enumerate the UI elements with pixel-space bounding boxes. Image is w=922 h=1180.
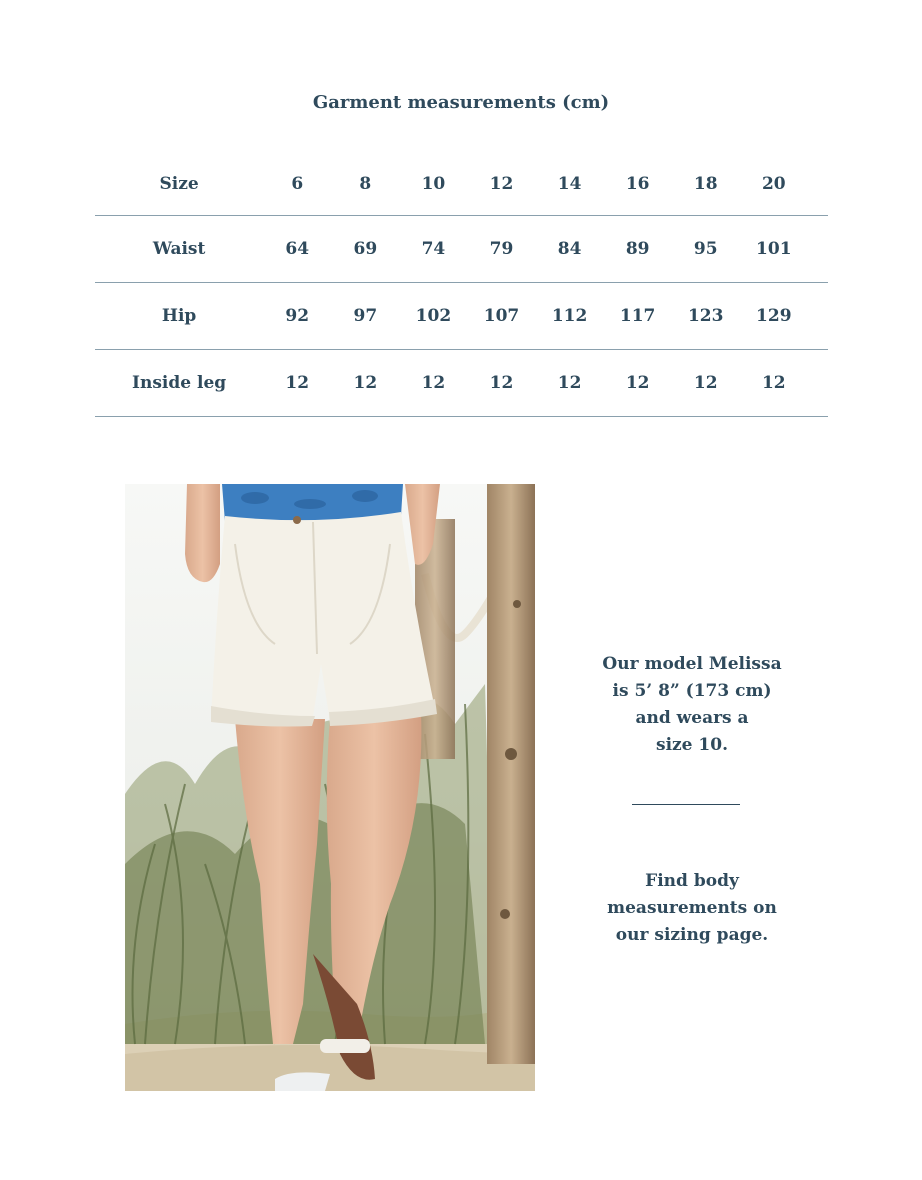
table-cell: 101 [756, 239, 792, 259]
table-cell: 74 [421, 239, 446, 259]
header-label: Size [159, 173, 199, 194]
table-cell: 95 [693, 239, 718, 259]
table-cell: 12 [489, 373, 514, 393]
table-cell: 112 [551, 306, 588, 326]
table-cell: 123 [687, 306, 724, 326]
table-cell: 12 [353, 373, 378, 393]
table-cell: 129 [756, 306, 792, 326]
model-photo [125, 484, 535, 1091]
table-cell: 12 [693, 373, 718, 393]
table-spacer [808, 152, 828, 216]
table-cell: 12 [285, 373, 310, 393]
page-title: Garment measurements (cm) [312, 92, 610, 113]
sizing-note-line: measurements on [607, 898, 777, 918]
size-header: 18 [693, 173, 718, 194]
measurements-table [95, 152, 828, 417]
table-cell: 12 [761, 373, 786, 393]
table-cell: 97 [353, 306, 378, 326]
model-info-line: Our model Melissa [602, 654, 782, 674]
table-cell: 79 [489, 239, 514, 259]
model-info [582, 651, 802, 759]
table-cell: 117 [619, 306, 656, 326]
row-label: Hip [161, 306, 197, 326]
table-spacer [808, 216, 828, 283]
table-cell: 107 [483, 306, 520, 326]
table-cell: 12 [557, 373, 582, 393]
row-label: Inside leg [132, 373, 227, 393]
size-header: 16 [625, 173, 650, 194]
table-row [95, 216, 828, 283]
sizing-note-line: Find body [645, 871, 739, 891]
table-header-row [95, 152, 828, 216]
size-header: 20 [761, 173, 786, 194]
table-cell: 69 [353, 239, 378, 259]
model-info-line: size 10. [656, 735, 728, 755]
table-spacer [808, 350, 828, 417]
model-info-line: and wears a [635, 708, 749, 728]
sizing-note-line: our sizing page. [615, 925, 769, 945]
model-info-line: is 5’ 8” (173 cm) [612, 681, 772, 701]
size-header: 10 [421, 173, 446, 194]
table-cell: 12 [421, 373, 446, 393]
table-cell: 84 [557, 239, 582, 259]
table-spacer [808, 283, 828, 350]
table-cell: 102 [415, 306, 452, 326]
sizing-note [582, 868, 802, 949]
table-row [95, 350, 828, 417]
table-cell: 92 [285, 306, 310, 326]
divider [632, 804, 740, 805]
table-cell: 64 [285, 239, 310, 259]
size-header: 6 [291, 173, 304, 194]
table-cell: 89 [625, 239, 650, 259]
size-header: 14 [557, 173, 582, 194]
table-cell: 12 [625, 373, 650, 393]
size-header: 8 [359, 173, 372, 194]
table-row [95, 283, 828, 350]
row-label: Waist [152, 239, 206, 259]
size-header: 12 [489, 173, 514, 194]
